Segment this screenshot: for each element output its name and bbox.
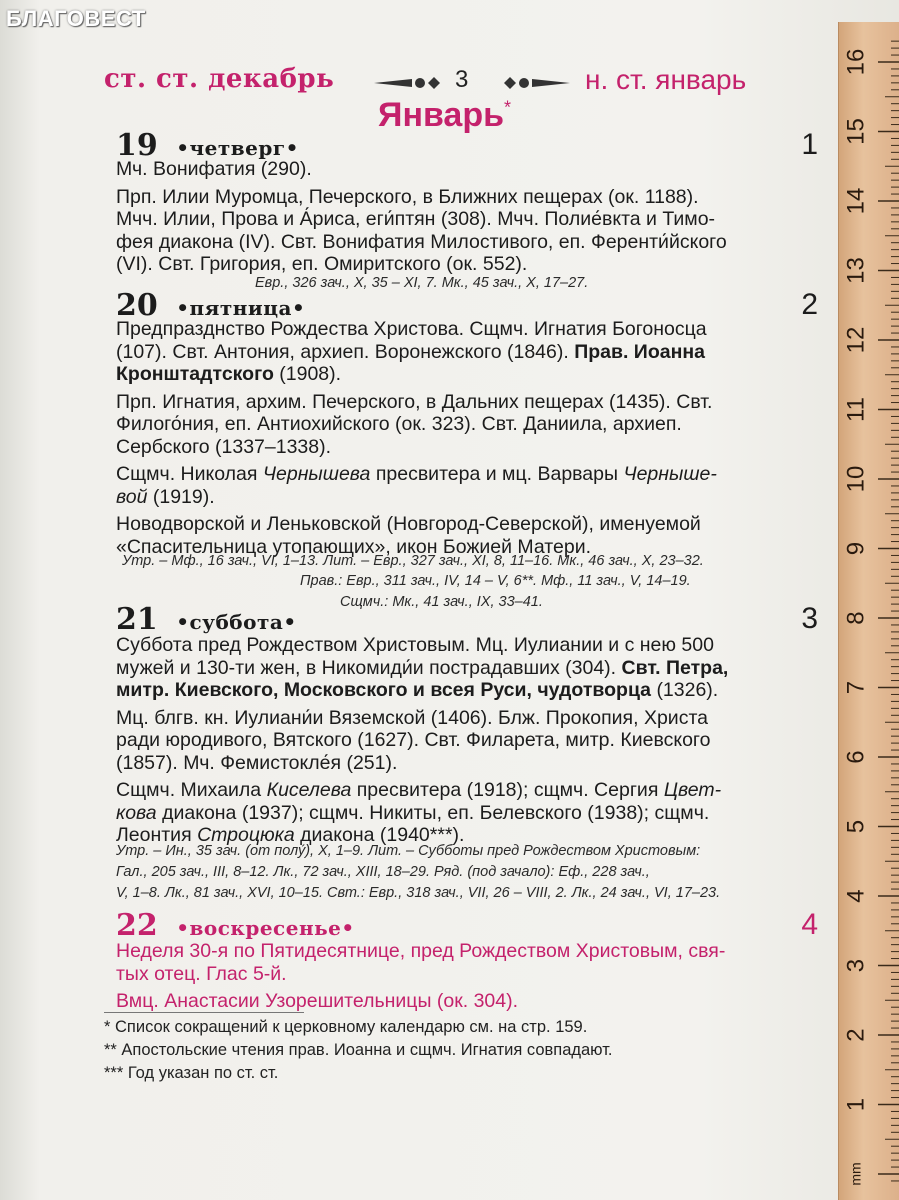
readings: V, 1–8. Лк., 81 зач., XVI, 10–15. Свт.: Евр., 318 зач., VII, 26 – VIII, 2. Лк., 24 зач., VI, 17–23. [116,885,721,901]
new-style-date: 3 [801,602,818,635]
page-number: 3 [455,66,469,93]
readings: Евр., 326 зач., Х, 35 – XI, 7. Мк., 45 зач., Х, 17–27. [255,275,589,291]
readings: Утр. – Ин., 35 зач. (от полу́), Х, 1–9. Лит. – Субботы пред Рождеством Христовым: [116,843,701,859]
text-span: (1908). [279,363,342,385]
italic-span: Черныше- [623,463,717,485]
ruler-scale [839,22,899,1200]
weekday: •четверг• [176,136,299,160]
text-line: фея диакона (IV). Свт. Вонифатия Милостивого, еп. Ференти́йского [116,230,727,253]
text-span: (1326). [656,679,719,701]
text-line: Мц. блгв. кн. Иулиани́и Вяземской (1406). Блж. Прокопия, Христа [116,706,708,729]
text-line: Прп. Илии Муромца, Печерского, в Ближних пещерах (ок. 1188). [116,185,699,208]
ruler-label: 5 [842,819,870,834]
readings: Прав.: Евр., 311 зач., IV, 14 – V, 6**. Мф., 11 зач., V, 14–19. [300,573,691,589]
text-line: тых отец. Глас 5-й. [116,962,287,985]
italic-span: Чернышева [262,463,371,485]
month-footnote-mark: * [504,97,512,118]
text-line [116,779,828,802]
day-heading [116,602,826,637]
text-span: Сщмч. Николая [116,463,258,485]
text-line: Новодворской и Леньковской (Новгород-Северской), именуемой [116,513,701,535]
text-line: Филого́ния, еп. Антиохийского (ок. 323). Свт. Даниила, архиеп. [116,413,682,435]
ruler-label: 16 [842,48,870,76]
ruler-label: 3 [842,958,870,973]
text-span: Сщмч. Михаила [116,779,262,801]
watermark: БЛАГОВЕСТ [6,6,146,31]
day-text [116,940,828,1013]
header-old-style: ст. ст. декабрь [104,64,335,94]
text-span: (1919). [152,485,215,508]
text-line: (1857). Мч. Фемистокле́я (251). [116,751,398,774]
bold-span: Прав. Иоанна [574,340,705,363]
text-line [116,486,828,509]
text-line: Предпразднство Рождества Христова. Сщмч. Игнатия Богоносца [116,318,707,340]
text-span: диакона (1937); сщмч. Никиты, еп. Белевского (1938); сщмч. [162,801,710,824]
italic-span: кова [116,801,157,824]
italic-span: Цвет- [663,779,722,801]
readings: Утр. – Мф., 16 зач., VI, 1–13. Лит. – Евр., 327 зач., XI, 8, 11–16. Мк., 46 зач., Х, 23–32. [122,553,704,569]
weekday: •суббота• [176,610,297,634]
ruler-label: 14 [842,187,870,215]
italic-span: Киселева [266,779,352,801]
text-line: Неделя 30-я по Пятидесятнице, пред Рождеством Христовым, свя- [116,940,726,962]
day-heading [116,908,826,943]
text-line: Мч. Вонифатия (290). [116,158,312,180]
ruler-label: 12 [842,326,870,354]
new-style-date: 1 [801,128,818,161]
day-text [116,318,828,558]
footnote: * Список сокращений к церковному календарю см. на стр. 159. [104,1018,588,1036]
text-line: Прп. Игнатия, архим. Печерского, в Дальних пещерах (1435). Свт. [116,390,713,413]
day-text [116,158,828,276]
text-span: пресвитера (1918); сщмч. Сергия [356,779,659,801]
ruler-label: 2 [842,1028,870,1042]
italic-span: Строцюка [197,824,295,846]
ruler-label: 9 [842,541,870,556]
italic-span: вой [116,485,148,508]
day-number: 19 [116,128,158,163]
ruler-label: 10 [842,465,870,493]
weekday: •воскресенье• [176,916,355,940]
text-line: Вмц. Анастасии Узорешительницы (ок. 304). [116,990,519,1012]
text-span: диакона (1940***). [300,824,465,846]
text-line [116,363,828,386]
bold-span: Свт. Петра, [621,656,729,679]
weekday: •пятница• [176,296,306,320]
readings: Гал., 205 зач., III, 8–12. Лк., 72 зач., XIII, 18–29. Ряд. (под зачало): Еф., 228 зач., [116,864,650,880]
day-text [116,634,828,847]
day-number: 20 [116,288,158,323]
header-ornament-icon [372,68,572,98]
day-number: 21 [116,602,158,637]
footnote-divider [104,1012,304,1013]
text-line: (VI). Свт. Григория, еп. Омиритского (ок. 552). [116,253,528,275]
month-name: Январь [378,96,505,134]
bold-span: Кронштадтского [116,363,274,385]
readings: Сщмч.: Мк., 41 зач., IX, 33–41. [340,594,543,610]
ruler [838,22,899,1200]
footnote: ** Апостольские чтения прав. Иоанна и сщмч. Игнатия совпадают. [104,1041,613,1059]
text-line: Суббота пред Рождеством Христовым. Мц. Иулиании и с нею 500 [116,634,714,656]
new-style-date: 2 [801,288,818,321]
text-line: «Спасительница утопающих», икон Божией Матери. [116,535,591,558]
text-line [116,802,828,825]
day-number: 22 [116,908,158,943]
header-new-style: н. ст. январь [585,64,747,95]
text-span: мужей и 130-ти жен, в Никомиди́и пострадавших (304). [116,656,617,679]
text-line [116,463,828,486]
new-style-date: 4 [801,908,818,941]
ruler-label: 11 [842,397,870,422]
text-line: ради юродивого, Вятского (1627). Свт. Филарета, митр. Киевского [116,729,711,751]
ruler-label: 8 [842,611,870,625]
ruler-label: 6 [842,750,870,764]
ruler-label: 7 [842,680,870,695]
ruler-label: 1 [842,1097,870,1112]
ruler-label: mm [847,1162,864,1186]
text-line [116,657,828,680]
bold-span: митр. Киевского, Московского и всея Руси, чудотворца [116,679,652,701]
text-line [116,679,828,702]
ruler-label: 15 [842,118,870,145]
text-span: (107). Свт. Антония, архиеп. Воронежского (1846). [116,340,569,363]
text-line: Сербского (1337–1338). [116,435,332,458]
footnote: *** Год указан по ст. ст. [104,1064,279,1082]
ruler-label: 4 [842,889,870,903]
text-span: Леонтия [116,824,192,846]
text-line: Мчч. Илии, Прова и А́риса, еги́птян (308). Мчч. Полие́вкта и Тимо- [116,208,716,230]
text-line [116,341,828,364]
text-span: пресвитера и мц. Варвары [375,463,619,485]
ruler-label: 13 [842,257,870,284]
